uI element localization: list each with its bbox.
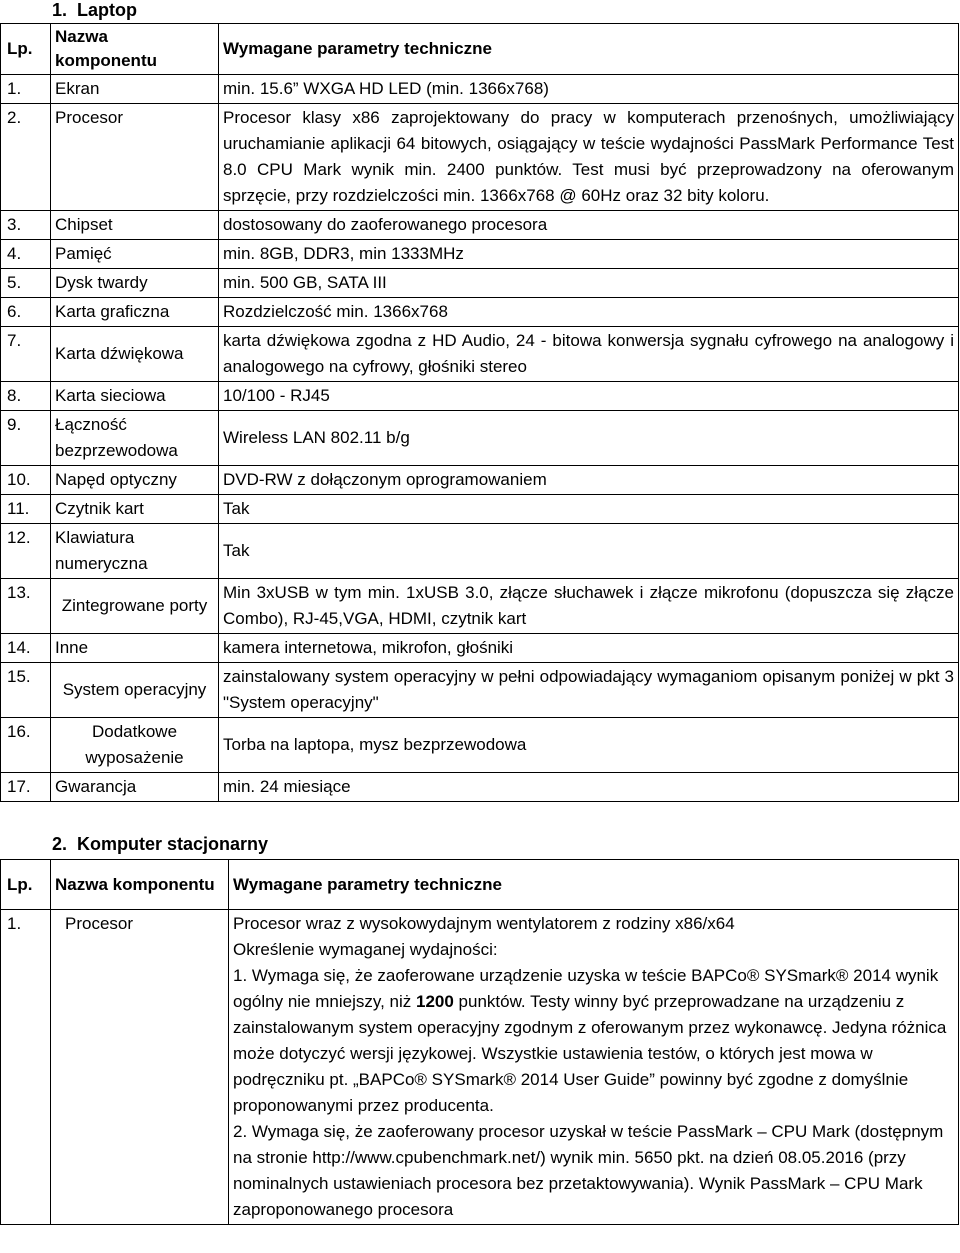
param-line: Procesor wraz z wysokowydajnym wentylatorem z rodziny x86/x64	[233, 914, 735, 933]
row-name: Karta dźwiękowa	[51, 327, 219, 382]
row-params: Torba na laptopa, mysz bezprzewodowa	[219, 718, 959, 773]
row-lp: 6.	[1, 298, 51, 327]
row-params: dostosowany do zaoferowanego procesora	[219, 211, 959, 240]
table-row	[1, 910, 959, 1225]
table-row	[1, 524, 959, 579]
row-name: Inne	[51, 634, 219, 663]
row-name: Napęd optyczny	[51, 466, 219, 495]
row-name: Dodatkowe wyposażenie	[51, 718, 219, 773]
header-lp: Lp.	[1, 860, 51, 910]
row-params: kamera internetowa, mikrofon, głośniki	[219, 634, 959, 663]
param-paragraph: 2. Wymaga się, że zaoferowany procesor uzyskał w teście PassMark – CPU Mark (dostępnym na stronie http://www.cpubenchmark.net/) wynik min. 5650 pkt. na dzień 08.05.2016 (przy nominalnych ustawieniach procesora bez przetaktowywania). Wynik PassMark – CPU Mark zaproponowanego procesora	[233, 1122, 944, 1219]
row-lp: 8.	[1, 382, 51, 411]
row-name: Gwarancja	[51, 773, 219, 802]
laptop-table	[0, 23, 959, 802]
table-row	[1, 240, 959, 269]
row-name: Chipset	[51, 211, 219, 240]
row-lp: 17.	[1, 773, 51, 802]
header-params: Wymagane parametry techniczne	[219, 24, 959, 75]
row-params: Procesor klasy x86 zaprojektowany do pracy w komputerach przenośnych, umożliwiający uruchamianie aplikacji 64 bitowych, osiągający w teście wydajności PassMark Performance Test 8.0 CPU Mark wynik min. 2400 punktów. Test musi być przeprowadzony na oferowanym sprzęcie, przy rozdzielczości min. 1366x768 @ 60Hz oraz 32 bity koloru.	[219, 104, 959, 211]
row-params: Tak	[219, 495, 959, 524]
table-row	[1, 298, 959, 327]
row-lp: 1.	[1, 75, 51, 104]
row-name: Zintegrowane porty	[51, 579, 219, 634]
row-lp: 15.	[1, 663, 51, 718]
table-row	[1, 382, 959, 411]
row-lp: 10.	[1, 466, 51, 495]
table-row	[1, 634, 959, 663]
row-name: Czytnik kart	[51, 495, 219, 524]
param-text: punktów. Testy winny być przeprowadzane na urządzeniu z zainstalowanym system operacyjny zgodnym z oferowanym przez wykonawcę. Jedyna różnica może dotyczyć wersji językowej. Wszystkie ustawienia testów, o których jest mowa w podręczniku pt. „BAPCo® SYSmark® 2014 User Guide” powinny być zgodne z domyślnie proponowanymi przez producenta.	[233, 992, 947, 1115]
row-params: min. 15.6” WXGA HD LED (min. 1366x768)	[219, 75, 959, 104]
row-name: Dysk twardy	[51, 269, 219, 298]
section2-title: 2. Komputer stacjonarny	[52, 834, 269, 854]
row-name: Pamięć	[51, 240, 219, 269]
row-params: karta dźwiękowa zgodna z HD Audio, 24 - bitowa konwersja sygnału cyfrowego na analogowy i analogowego na cyfrowy, głośniki stereo	[219, 327, 959, 382]
table-row	[1, 104, 959, 211]
table-row	[1, 466, 959, 495]
table-header	[1, 24, 959, 75]
param-text: 1. Wymaga się, że zaoferowane urządzenie uzyska w teście BAPCo® SYSmark® 2014 wynik ogólny nie mniejszy, niż	[233, 966, 939, 1011]
row-params: min. 24 miesiące	[219, 773, 959, 802]
row-params: 10/100 - RJ45	[219, 382, 959, 411]
row-params: min. 8GB, DDR3, min 1333MHz	[219, 240, 959, 269]
table-header	[1, 860, 959, 910]
row-params: Wireless LAN 802.11 b/g	[219, 411, 959, 466]
row-lp: 5.	[1, 269, 51, 298]
row-name: System operacyjny	[51, 663, 219, 718]
table-row	[1, 773, 959, 802]
table-row	[1, 663, 959, 718]
table-row	[1, 495, 959, 524]
row-lp: 13.	[1, 579, 51, 634]
row-name: Procesor	[51, 910, 229, 1225]
header-lp: Lp.	[1, 24, 51, 75]
row-lp: 7.	[1, 327, 51, 382]
table-row	[1, 269, 959, 298]
row-params: min. 500 GB, SATA III	[219, 269, 959, 298]
row-params	[229, 910, 959, 1225]
row-params: DVD-RW z dołączonym oprogramowaniem	[219, 466, 959, 495]
desktop-table	[0, 859, 959, 1225]
row-name: Klawiatura numeryczna	[51, 524, 219, 579]
section1-title: 1. Laptop	[52, 0, 137, 20]
row-name: Karta graficzna	[51, 298, 219, 327]
row-params: Rozdzielczość min. 1366x768	[219, 298, 959, 327]
param-paragraph	[233, 963, 954, 1119]
row-name: Procesor	[51, 104, 219, 211]
table-row	[1, 211, 959, 240]
row-lp: 9.	[1, 411, 51, 466]
row-lp: 3.	[1, 211, 51, 240]
row-lp: 12.	[1, 524, 51, 579]
row-lp: 16.	[1, 718, 51, 773]
row-params: zainstalowany system operacyjny w pełni odpowiadający wymaganiom opisanym poniżej w pkt 3 "System operacyjny"	[219, 663, 959, 718]
row-lp: 4.	[1, 240, 51, 269]
row-params: Tak	[219, 524, 959, 579]
table-row	[1, 718, 959, 773]
param-line: Określenie wymaganej wydajności:	[233, 940, 498, 959]
row-name: Łączność bezprzewodowa	[51, 411, 219, 466]
header-name: Nazwa komponentu	[51, 860, 229, 910]
row-lp: 2.	[1, 104, 51, 211]
table-row	[1, 411, 959, 466]
row-lp: 14.	[1, 634, 51, 663]
header-params: Wymagane parametry techniczne	[229, 860, 959, 910]
row-lp: 11.	[1, 495, 51, 524]
param-score: 1200	[416, 992, 454, 1011]
table-row	[1, 75, 959, 104]
row-name: Karta sieciowa	[51, 382, 219, 411]
row-lp: 1.	[1, 910, 51, 1225]
table-row	[1, 327, 959, 382]
header-name: Nazwa komponentu	[51, 24, 219, 75]
table-row	[1, 579, 959, 634]
row-params: Min 3xUSB w tym min. 1xUSB 3.0, złącze słuchawek i złącze mikrofonu (dopuszcza się złącze Combo), RJ-45,VGA, HDMI, czytnik kart	[219, 579, 959, 634]
row-name: Ekran	[51, 75, 219, 104]
